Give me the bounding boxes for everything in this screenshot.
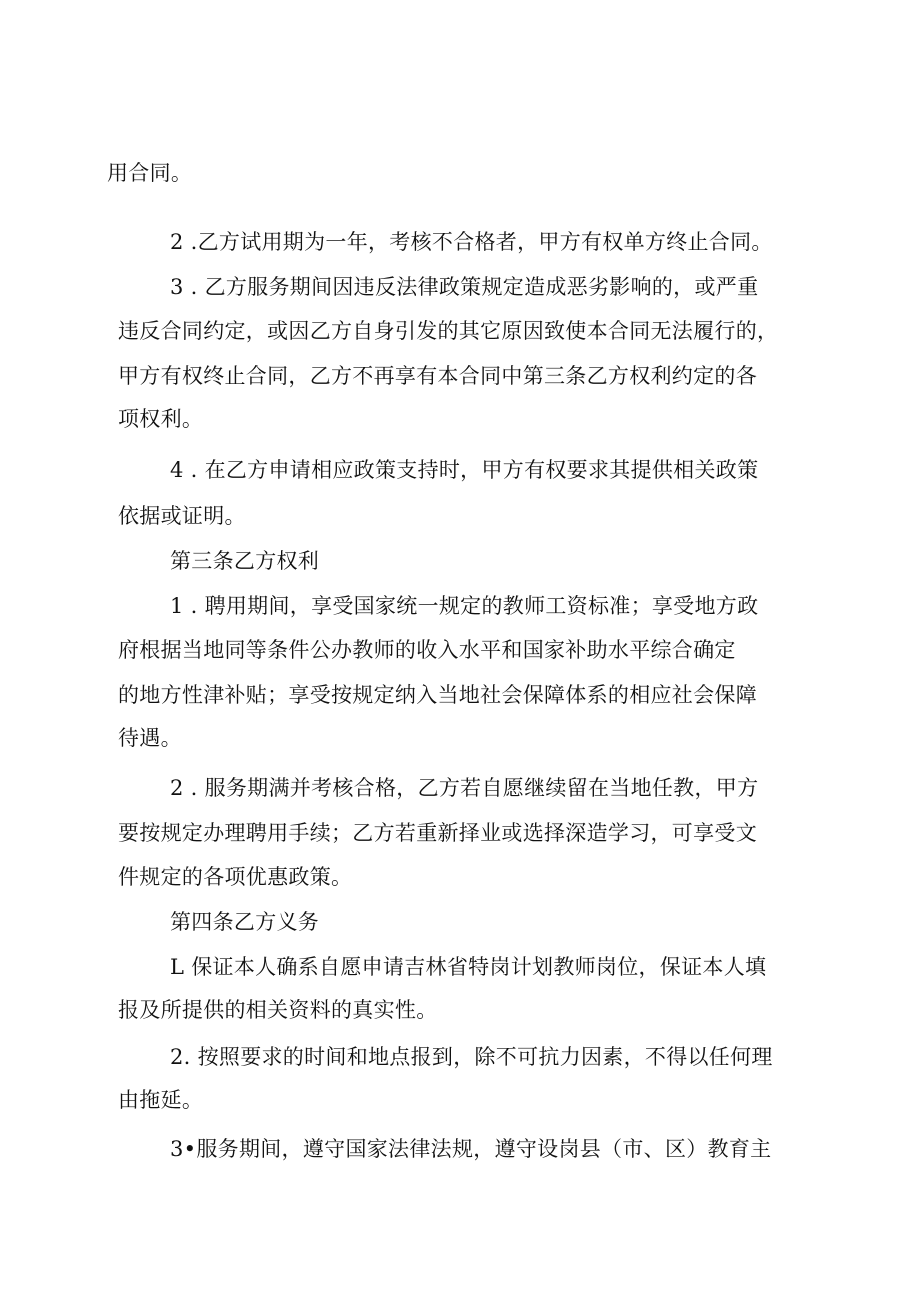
text-line-19: 报及所提供的相关资料的真实性。 [118, 998, 438, 1022]
text-line-14: 2 . 服务期满并考核合格，乙方若自愿继续留在当地任教，甲方 [170, 776, 759, 800]
text-line-12: 的地方性津补贴；享受按规定纳入当地社会保障体系的相应社会保障 [118, 683, 757, 707]
text-line-10: 1 . 聘用期间，享受国家统一规定的教师工资标准；享受地方政 [170, 594, 759, 618]
section-heading-4: 第四条乙方义务 [170, 910, 320, 934]
text-line-4: 违反合同约定，或因乙方自身引发的其它原因致使本合同无法履行的， [118, 319, 779, 343]
text-line-11: 府根据当地同等条件公办教师的收入水平和国家补助水平综合确定 [118, 638, 736, 662]
text-line-7: 4 . 在乙方申请相应政策支持时，甲方有权要求其提供相关政策 [170, 458, 759, 482]
section-heading-3: 第三条乙方权利 [170, 549, 320, 573]
text-line-16: 件规定的各项优惠政策。 [118, 865, 353, 889]
text-line-3: 3 . 乙方服务期间因违反法律政策规定造成恶劣影响的，或严重 [170, 275, 759, 299]
text-line-21: 由拖延。 [118, 1088, 204, 1112]
text-line-5: 甲方有权终止合同，乙方不再享有本合同中第三条乙方权利约定的各 [118, 364, 757, 388]
text-line-2: 2 .乙方试用期为一年，考核不合格者，甲方有权单方终止合同。 [170, 230, 773, 254]
text-line-22: 3•服务期间，遵守国家法律法规，遵守设岗县（市、区）教育主 [170, 1137, 772, 1161]
text-line-8: 依据或证明。 [118, 504, 246, 528]
text-line-1: 用合同。 [107, 161, 193, 185]
text-line-13: 待遇。 [118, 726, 182, 750]
text-line-6: 项权利。 [118, 407, 204, 431]
text-line-15: 要按规定办理聘用手续；乙方若重新择业或选择深造学习，可享受文 [118, 821, 757, 845]
text-line-18: L 保证本人确系自愿申请吉林省特岗计划教师岗位，保证本人填 [170, 955, 767, 979]
text-line-20: 2. 按照要求的时间和地点报到，除不可抗力因素，不得以任何理 [170, 1045, 773, 1069]
